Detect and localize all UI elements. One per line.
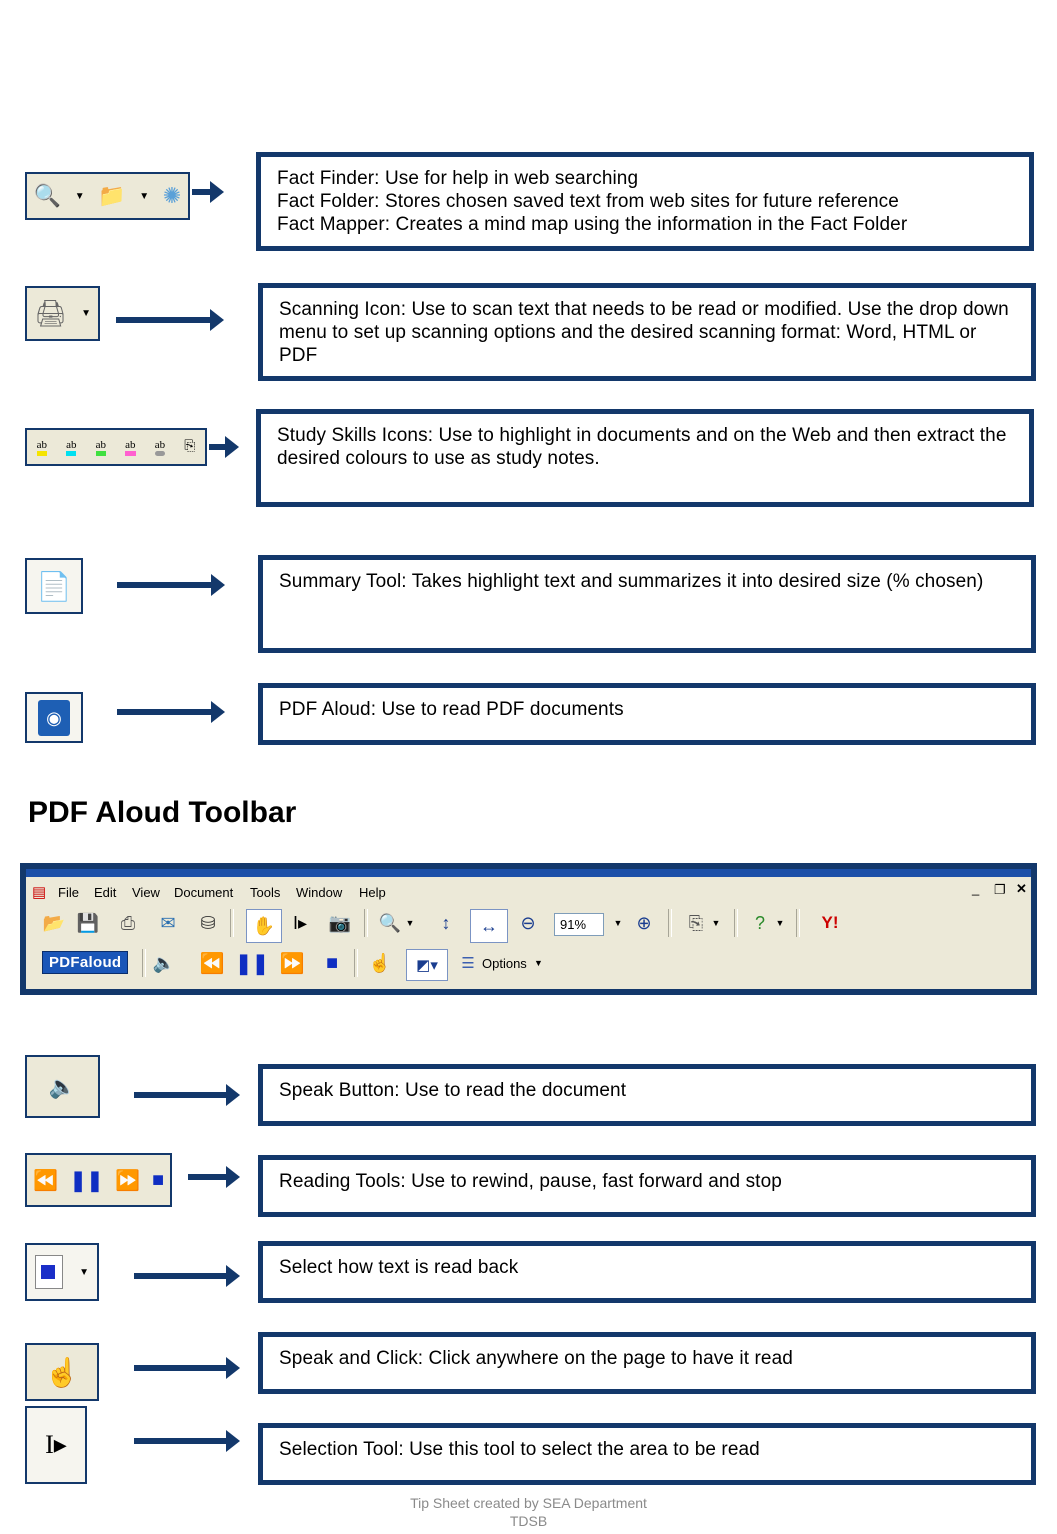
arrow-right-icon — [117, 709, 217, 715]
highlight-yellow-icon[interactable]: ab — [37, 439, 47, 456]
options-dropdown[interactable]: Options — [482, 956, 527, 971]
help-icon[interactable]: ? — [754, 912, 765, 933]
read-back-mode-icon[interactable]: ◩▾ — [406, 949, 448, 981]
highlight-clear-icon[interactable]: ab — [155, 439, 165, 456]
menu-tools[interactable]: Tools — [250, 885, 281, 900]
footer-credit: Tip Sheet created by SEA Department — [410, 1495, 647, 1511]
fit-page-icon[interactable]: ↕ — [441, 912, 451, 933]
menu-file[interactable]: File — [58, 885, 79, 900]
summary-document-icon[interactable]: 📄 — [36, 570, 72, 602]
zoom-out-icon[interactable]: ⊖ — [520, 912, 536, 933]
highlight-cyan-icon[interactable]: ab — [66, 439, 76, 456]
toolbar-separator — [142, 949, 146, 977]
yahoo-search-icon[interactable]: Y! — [821, 913, 839, 932]
read-back-description — [258, 1241, 1036, 1303]
fact-folder-text: Fact Folder: Stores chosen saved text from web sites for future reference — [277, 191, 899, 212]
chevron-down-icon[interactable]: ▼ — [79, 1266, 89, 1278]
minimize-icon[interactable]: _ — [972, 881, 980, 896]
summary-description — [258, 555, 1036, 653]
zoom-in-icon[interactable]: ⊕ — [636, 912, 652, 933]
arrow-right-icon — [188, 1174, 232, 1180]
arrow-right-icon — [134, 1365, 232, 1371]
fact-tools-icons[interactable] — [25, 172, 190, 220]
chevron-down-icon[interactable]: ▼ — [74, 190, 85, 202]
snapshot-icon[interactable]: 📷 — [328, 912, 352, 933]
arrow-right-icon — [192, 189, 216, 195]
zoom-level-field[interactable]: 91% — [554, 913, 604, 936]
save-icon[interactable]: 💾 — [76, 912, 100, 933]
close-icon[interactable]: ✕ — [1016, 881, 1027, 896]
speak-click-icon-box[interactable] — [25, 1343, 99, 1401]
search-binoculars-icon[interactable]: ⛁ — [200, 912, 216, 933]
scanning-description — [258, 283, 1036, 381]
menu-bar — [26, 879, 1031, 905]
title-bar — [26, 869, 1031, 877]
chevron-down-icon[interactable]: ▼ — [775, 918, 785, 928]
fact-finder-icon[interactable]: 🔍 — [33, 183, 62, 208]
pdf-document-icon: ▤ — [32, 884, 47, 901]
rewind-icon[interactable]: ⏪ — [199, 952, 225, 975]
hand-tool-icon[interactable]: ✋ — [246, 909, 282, 943]
fact-mapper-icon[interactable]: ✺ — [162, 183, 182, 208]
selection-tool-description — [258, 1423, 1036, 1485]
arrow-right-icon — [134, 1092, 232, 1098]
fit-width-icon[interactable]: ↔ — [470, 909, 508, 943]
open-icon[interactable]: 📂 — [42, 912, 66, 933]
read-back-text: Select how text is read back — [279, 1257, 519, 1278]
speak-click-description — [258, 1332, 1036, 1394]
menu-window[interactable]: Window — [296, 885, 343, 900]
summary-tool-button[interactable] — [25, 558, 83, 614]
chevron-down-icon[interactable]: ▼ — [711, 918, 721, 928]
pdfaloud-logo-button[interactable]: PDFaloud — [42, 951, 128, 974]
fact-finder-text: Fact Finder: Use for help in web searching — [277, 168, 639, 189]
menu-view[interactable]: View — [132, 885, 160, 900]
arrow-right-icon — [117, 582, 217, 588]
scanning-text: Scanning Icon: Use to scan text that needs to be read or modified. Use the drop down menu to set up scanning options and the desired scanning format: Word, HTML or PDF — [279, 299, 1009, 366]
read-back-icon-box[interactable] — [25, 1243, 99, 1301]
select-text-icon[interactable]: I▸ — [292, 912, 308, 933]
pdf-aloud-text: PDF Aloud: Use to read PDF documents — [279, 699, 624, 720]
pdf-aloud-toolbar-screenshot — [20, 863, 1037, 995]
speaker-icon[interactable]: 🔈 — [152, 952, 176, 973]
study-skills-text: Study Skills Icons: Use to highlight in documents and on the Web and then extract the desired colours to use as study notes. — [277, 425, 1007, 469]
stop-icon[interactable]: ■ — [151, 1168, 165, 1191]
summary-text: Summary Tool: Takes highlight text and summarizes it into desired size (% chosen) — [279, 571, 984, 592]
arrow-right-icon — [134, 1438, 232, 1444]
rewind-icon[interactable]: ⏪ — [32, 1169, 58, 1192]
restore-icon[interactable]: ❐ — [994, 882, 1006, 897]
pdfaloud-toolbar — [34, 949, 1037, 987]
options-list-icon[interactable]: ☰ — [461, 955, 475, 972]
toolbar-separator — [230, 909, 234, 937]
reading-tools-description — [258, 1155, 1036, 1217]
pause-icon[interactable]: ❚❚ — [69, 1169, 104, 1192]
scanner-icon[interactable]: 🖨 — [34, 298, 68, 328]
chevron-down-icon[interactable]: ▼ — [613, 918, 623, 928]
page-title: PDF Aloud Toolbar — [28, 796, 297, 829]
pdf-aloud-description — [258, 683, 1036, 745]
pdf-aloud-app-icon[interactable]: ◉ — [38, 700, 70, 736]
chevron-down-icon[interactable]: ▼ — [534, 958, 543, 968]
speak-button-icon-box[interactable] — [25, 1055, 100, 1118]
fast-forward-icon[interactable]: ⏩ — [115, 1169, 141, 1192]
chevron-down-icon[interactable]: ▼ — [139, 190, 150, 202]
fact-tools-description — [256, 152, 1034, 251]
study-skills-description — [256, 409, 1034, 507]
highlight-pink-icon[interactable]: ab — [125, 439, 135, 456]
scanning-icon-button[interactable] — [25, 286, 100, 341]
speak-click-text: Speak and Click: Click anywhere on the page to have it read — [279, 1348, 793, 1369]
footer-org: TDSB — [509, 1513, 548, 1529]
fast-forward-icon[interactable]: ⏩ — [279, 952, 305, 975]
selection-tool-text: Selection Tool: Use this tool to select the area to be read — [279, 1439, 760, 1460]
stop-icon[interactable]: ■ — [325, 951, 339, 974]
study-skills-icons[interactable] — [25, 428, 207, 466]
page-layout-icon[interactable]: ⎘ — [688, 912, 704, 933]
fact-mapper-text: Fact Mapper: Creates a mind map using the information in the Fact Folder — [277, 214, 908, 235]
speaker-icon[interactable]: 🔈 — [48, 1073, 77, 1099]
highlight-green-icon[interactable]: ab — [96, 439, 106, 456]
reading-tools-text: Reading Tools: Use to rewind, pause, fast forward and stop — [279, 1171, 782, 1192]
fact-folder-icon[interactable]: 📁 — [98, 183, 126, 208]
blue-squares-icon — [41, 1265, 55, 1279]
arrow-right-icon — [209, 444, 231, 450]
menu-document[interactable]: Document — [174, 885, 234, 900]
speak-button-description — [258, 1064, 1036, 1126]
extract-highlights-icon[interactable]: ⎘ — [184, 439, 196, 454]
chevron-down-icon[interactable]: ▼ — [405, 918, 415, 928]
chevron-down-icon[interactable]: ▼ — [81, 308, 91, 319]
email-icon[interactable]: ✉ — [160, 912, 176, 933]
menu-help[interactable]: Help — [359, 885, 386, 900]
speak-click-hand-icon[interactable]: ☝ — [368, 952, 392, 973]
pause-icon[interactable]: ❚❚ — [235, 952, 269, 975]
toolbar-separator — [364, 909, 368, 937]
speak-button-text: Speak Button: Use to read the document — [279, 1080, 627, 1101]
zoom-icon[interactable]: 🔍 — [378, 912, 402, 933]
arrow-right-icon — [134, 1273, 232, 1279]
pdf-aloud-button[interactable] — [25, 692, 83, 743]
read-back-mode-icon[interactable] — [35, 1255, 63, 1289]
toolbar-separator — [354, 949, 358, 977]
speak-click-hand-icon[interactable]: ☝ — [44, 1356, 80, 1388]
select-text-icon[interactable]: I▸ — [45, 1430, 67, 1459]
selection-tool-icon-box[interactable] — [25, 1406, 87, 1484]
print-icon[interactable]: ⎙ — [120, 912, 136, 933]
toolbar-separator — [796, 909, 800, 937]
standard-toolbar — [34, 909, 1037, 947]
arrow-right-icon — [116, 317, 216, 323]
reading-tools-icon-box[interactable] — [25, 1153, 172, 1207]
footer — [0, 1494, 1057, 1530]
menu-edit[interactable]: Edit — [94, 885, 117, 900]
toolbar-separator — [668, 909, 672, 937]
toolbar-separator — [734, 909, 738, 937]
